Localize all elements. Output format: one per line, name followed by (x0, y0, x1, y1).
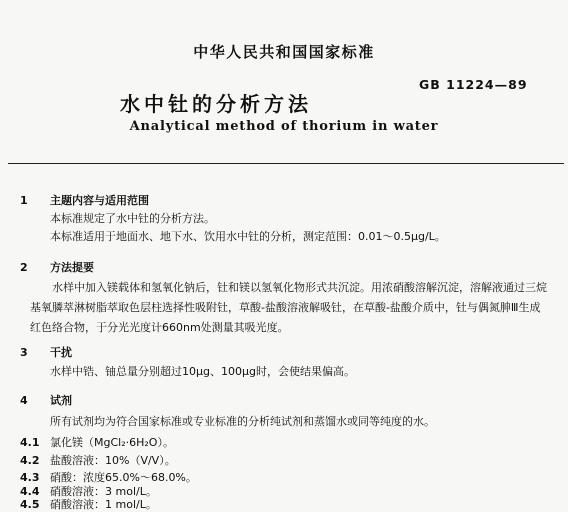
section-title: 干扰 (50, 346, 72, 359)
list-item (20, 434, 174, 450)
section-1-line-2: 本标准适用于地面水、地下水、饮用水中钍的分析，测定范围：0.01～0.5μg/L。 (50, 230, 446, 243)
item-text: 硝酸：浓度65.0%～68.0%。 (50, 471, 197, 484)
section-title: 试剂 (50, 394, 72, 407)
standard-code: GB 11224—89 (419, 77, 528, 92)
list-item (20, 452, 176, 468)
section-3-paragraph: 水样中锆、铀总量分别超过10μg、100μg时，会使结果偏高。 (50, 365, 355, 378)
document-title-chinese: 水中钍的分析方法 (120, 92, 312, 116)
item-text: 盐酸溶液：10%（V/V）。 (50, 454, 176, 467)
item-text: 硝酸溶液：3 mol/L。 (50, 485, 157, 498)
section-1-heading (20, 192, 149, 208)
section-2-paragraph: 水样中加入镁载体和氢氧化钠后，钍和镁以氢氧化物形式共沉淀。用浓硝酸溶解沉淀，溶解液通过三烷基氧膦萃淋树脂萃取色层柱选择性吸附钍，草酸-盐酸溶液解吸钍，在草酸-盐酸介质中，钍与偶氮胂Ⅲ生成红色络合物，于分光光度计660nm处测量其吸光度。 (30, 281, 547, 334)
header-divider (8, 163, 564, 164)
section-number: 1 (20, 194, 28, 207)
item-number: 4.4 (20, 485, 40, 498)
item-text: 硝酸溶液：1 mol/L。 (50, 498, 157, 511)
issuing-organization: 中华人民共和国国家标准 (193, 43, 375, 61)
document-title-english: Analytical method of thorium in water (129, 119, 439, 134)
section-3-heading (20, 344, 72, 360)
section-1-line-1: 本标准规定了水中钍的分析方法。 (50, 212, 215, 225)
section-4-intro: 所有试剂均为符合国家标准或专业标准的分析纯试剂和蒸馏水或同等纯度的水。 (50, 415, 435, 428)
section-title: 主题内容与适用范围 (50, 194, 149, 207)
section-4-heading (20, 392, 72, 408)
section-title: 方法提要 (50, 261, 94, 274)
item-number: 4.5 (20, 498, 40, 511)
item-text: 氯化镁（MgCl₂·6H₂O）。 (50, 436, 174, 449)
section-number: 3 (20, 346, 28, 359)
item-number: 4.3 (20, 471, 40, 484)
section-number: 4 (20, 394, 28, 407)
item-number: 4.1 (20, 436, 40, 449)
item-number: 4.2 (20, 454, 40, 467)
section-number: 2 (20, 261, 28, 274)
section-2-heading (20, 259, 94, 275)
